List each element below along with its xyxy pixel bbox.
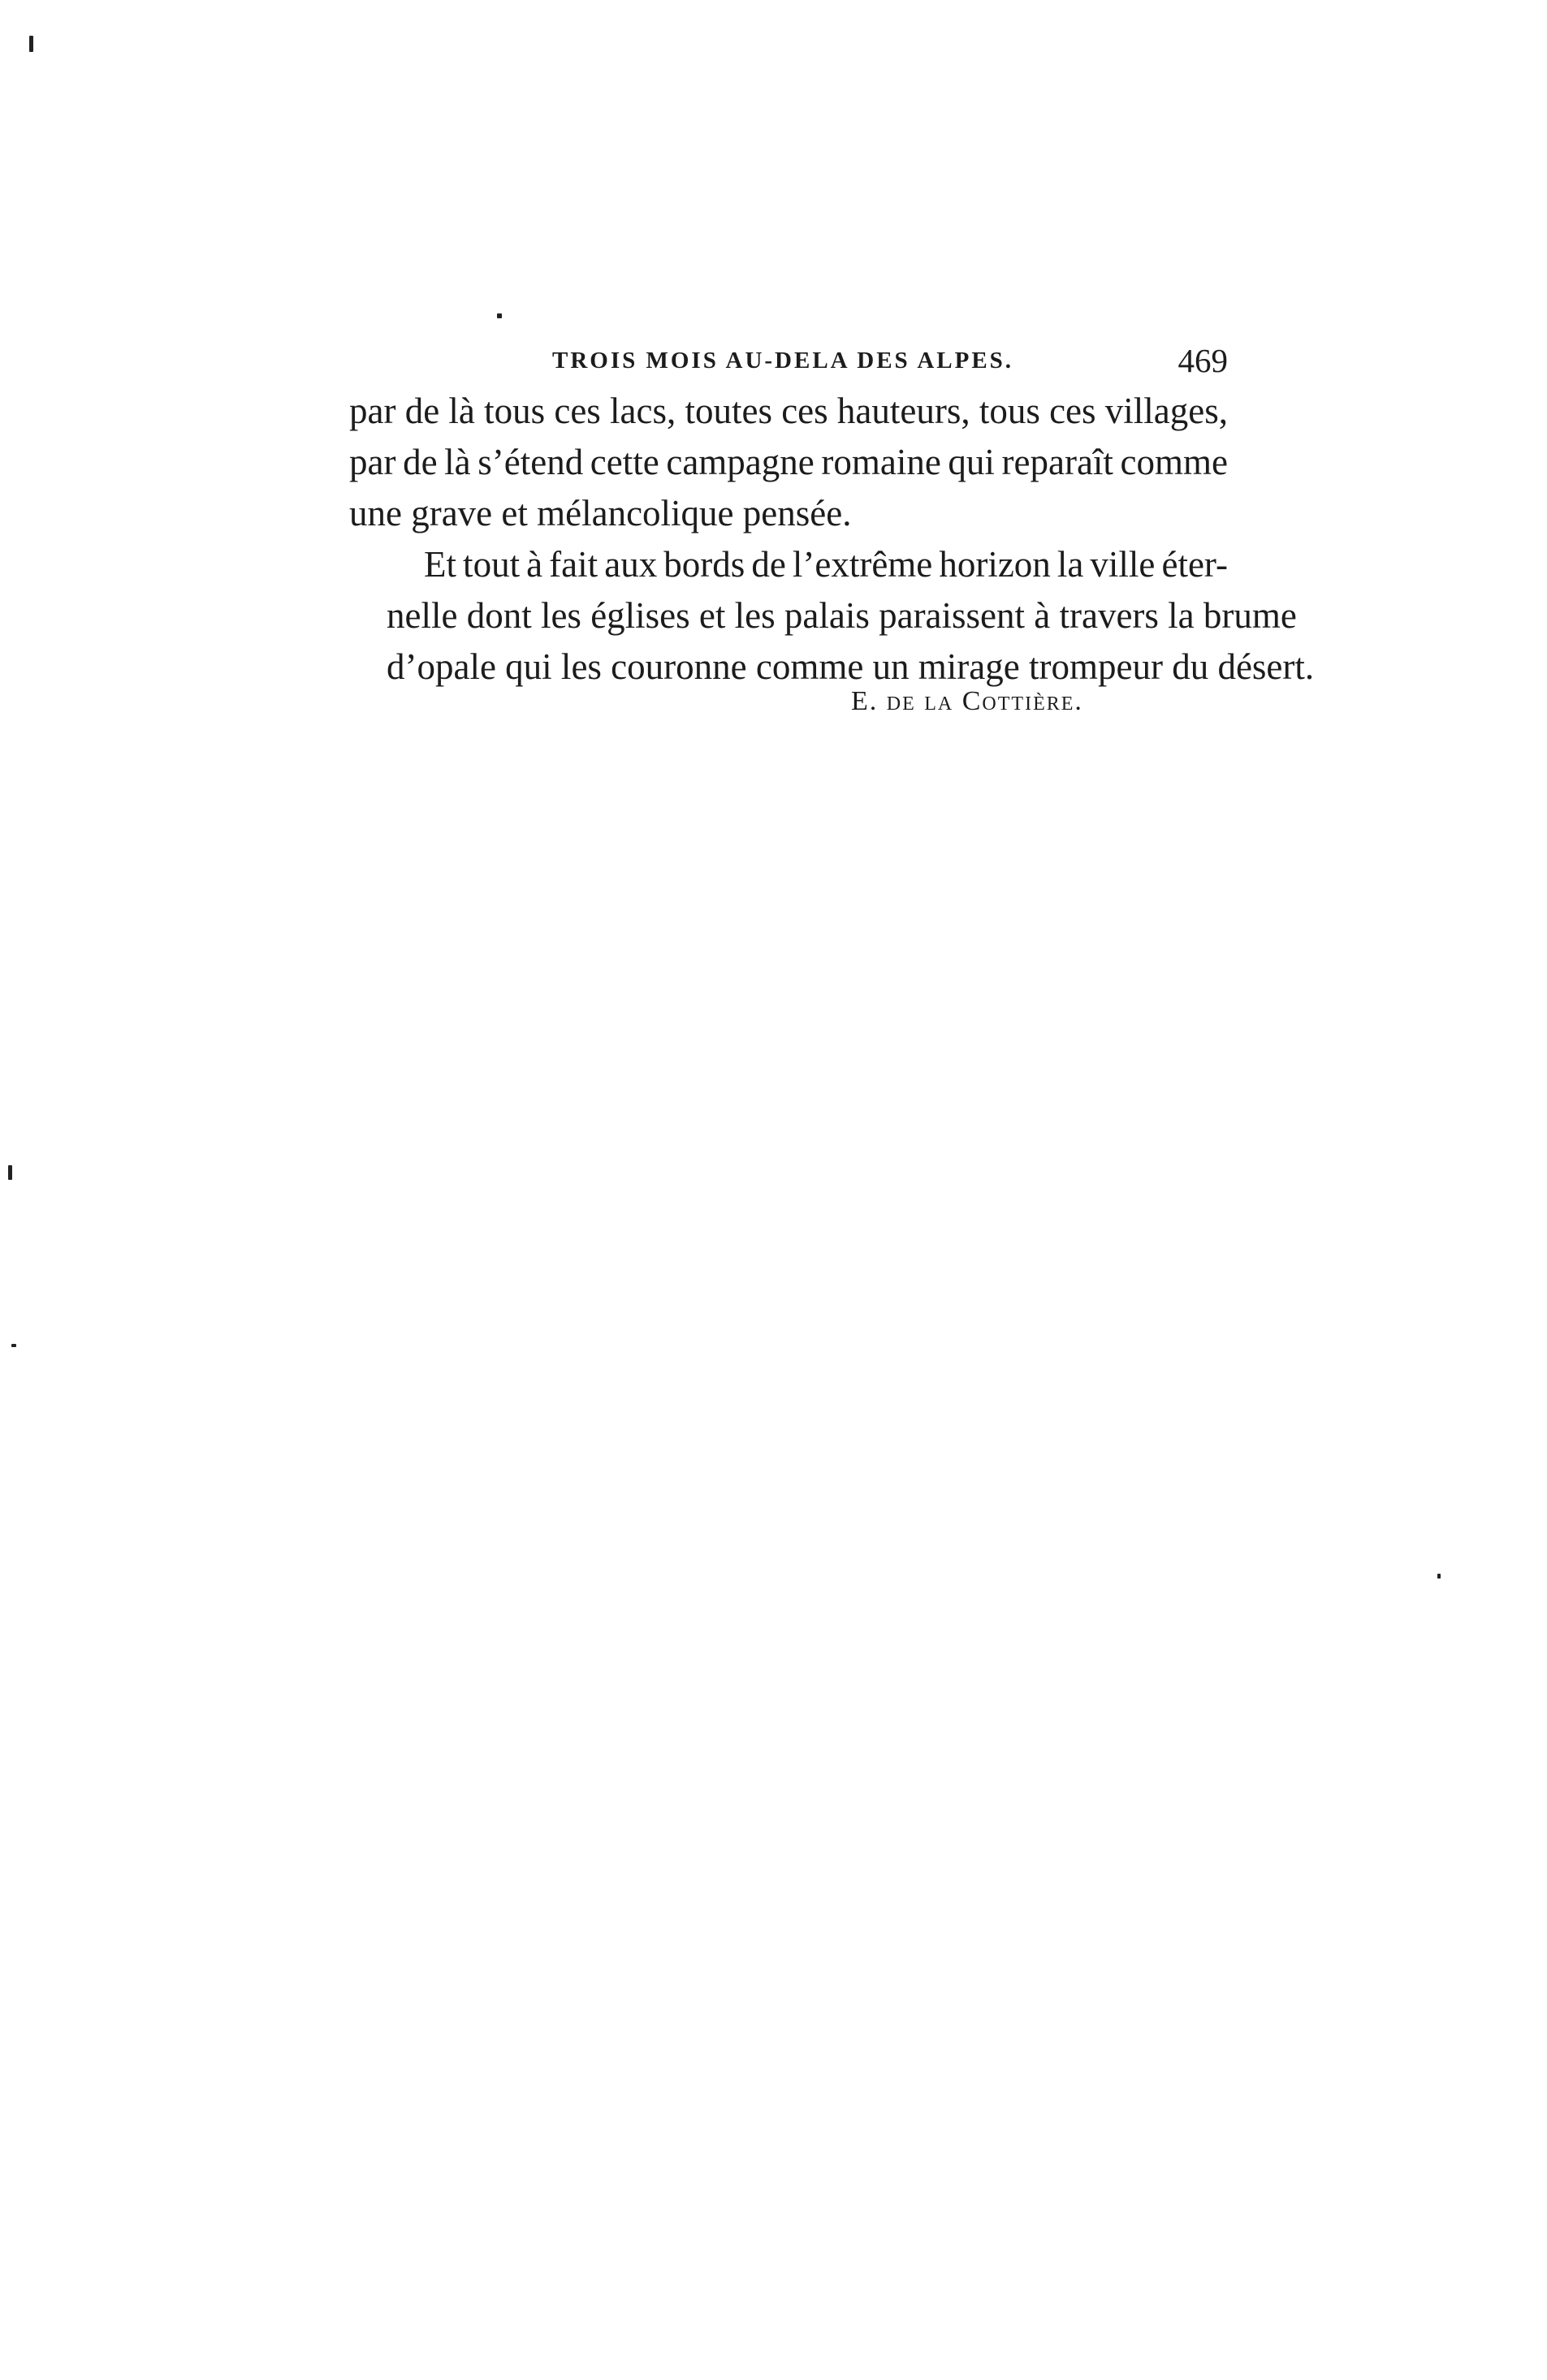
page-number: 469 <box>1178 342 1228 379</box>
text-line: par de là s’étend cette campagne romaine qui reparaît comme <box>349 442 1228 482</box>
text-line: Et tout à fait aux bords de l’extrême horizon la ville éter- <box>424 544 1228 585</box>
scan-mark <box>497 313 502 318</box>
scan-mark <box>29 36 33 52</box>
scan-mark <box>8 1165 12 1180</box>
paragraph <box>349 539 1315 693</box>
body-text <box>349 386 1315 693</box>
text-line: d’opale qui les couronne comme un mirage trompeur du désert. <box>387 646 1315 687</box>
running-title: TROIS MOIS AU-DELA DES ALPES. <box>552 348 1014 374</box>
author-signature: E. de la Cottière. <box>851 686 1083 716</box>
running-head <box>349 341 1228 382</box>
paragraph <box>349 386 1228 539</box>
scan-mark <box>11 1344 16 1347</box>
scan-mark <box>1437 1574 1441 1579</box>
text-line: une grave et mélancolique pensée. <box>349 493 852 533</box>
text-line: par de là tous ces lacs, toutes ces hauteurs, tous ces villages, <box>349 391 1228 431</box>
text-line: nelle dont les églises et les palais paraissent à travers la brume <box>387 595 1297 636</box>
